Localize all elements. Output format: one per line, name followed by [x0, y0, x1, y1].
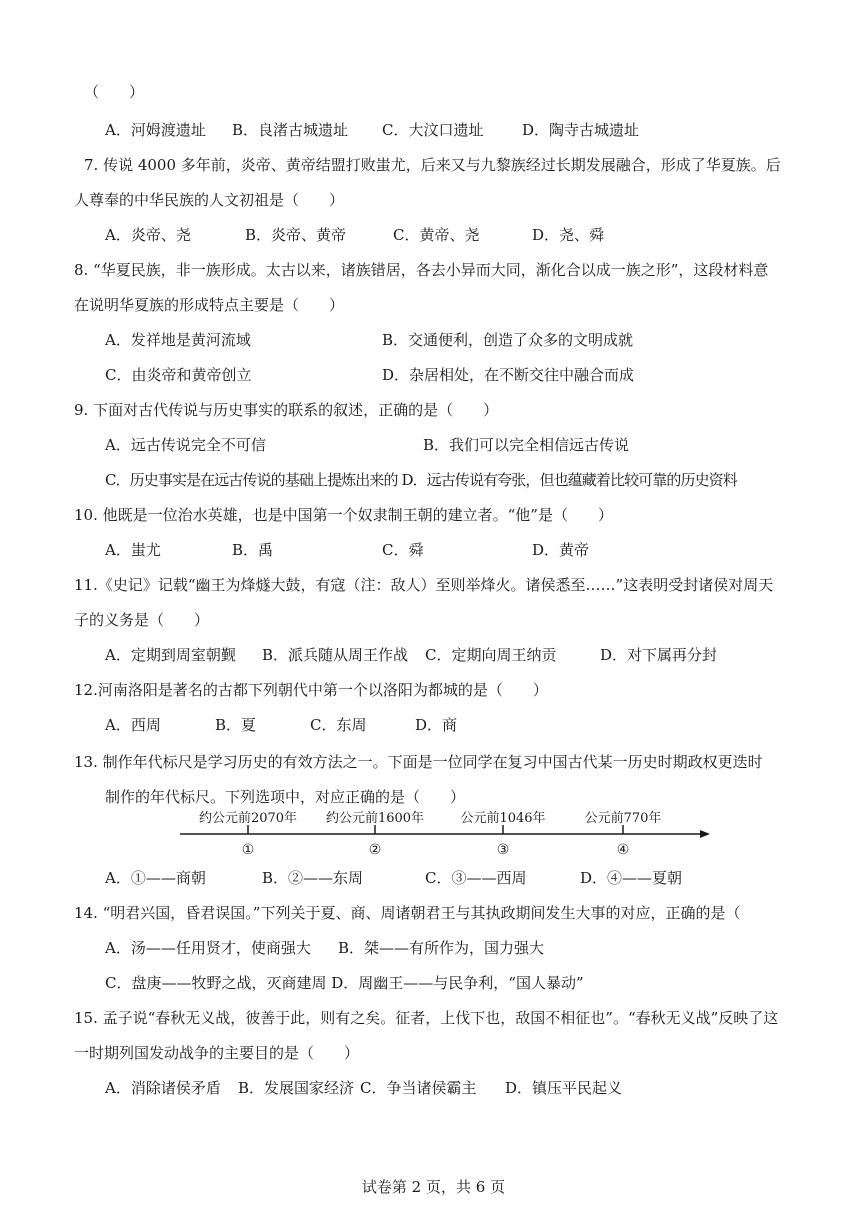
- q11-stem-line1: 11.《史记》记载“幽王为烽燧大鼓，有寇（注：敌人）至则举烽火。诸侯悉至……”这表明受封诸侯对周天: [74, 576, 774, 594]
- timeline-period-mark: ③: [496, 842, 510, 858]
- q8-stem-line1: 8. “华夏民族，非一族形成。太古以来，诸族错居，各去小异而大同，渐化合以成一族之形”，这段材料意: [74, 261, 769, 279]
- q13-option-d: D．④——夏朝: [580, 869, 683, 887]
- q15-stem-line2: 一时期列国发动战争的主要目的是（ ）: [74, 1044, 360, 1062]
- q15-stem-line1: 15. 孟子说“春秋无义战，彼善于此，则有之矣。征者，上伐下也，敌国不相征也”。“春秋无义战”反映了这: [74, 1009, 779, 1027]
- q12-option-c: C．东周: [310, 716, 367, 734]
- q7-option-b: B．炎帝、黄帝: [245, 226, 347, 244]
- q7-option-d: D．尧、舜: [532, 226, 605, 244]
- q12-stem: 12.河南洛阳是著名的古都下列朝代中第一个以洛阳为都城的是（ ）: [74, 681, 548, 699]
- q14-option-cd: C．盘庚——牧野之战，灭商建周 D．周幽王——与民争利，“国人暴动”: [105, 974, 584, 992]
- q10-option-b: B．禹: [232, 541, 274, 559]
- q13-option-b: B．②——东周: [262, 869, 364, 887]
- q9-stem: 9. 下面对古代传说与历史事实的联系的叙述，正确的是（ ）: [74, 401, 499, 419]
- q14-option-b: B．桀——有所作为，国力强大: [338, 939, 545, 957]
- q8-option-a: A．发祥地是黄河流域: [105, 331, 251, 349]
- q7-option-c: C．黄帝、尧: [393, 226, 480, 244]
- q11-option-a: A．定期到周室朝觐: [105, 646, 236, 664]
- q10-stem: 10. 他既是一位治水英雄，也是中国第一个奴隶制王朝的建立者。“他”是（ ）: [74, 506, 613, 524]
- q6-paren: （ ）: [84, 83, 145, 101]
- q12-option-d: D．商: [415, 716, 458, 734]
- q8-stem-line2: 在说明华夏族的形成特点主要是（ ）: [74, 296, 345, 314]
- timeline-date-label: 公元前770年: [584, 811, 662, 826]
- timeline-period-mark: ②: [368, 842, 382, 858]
- q13-stem-line1: 13. 制作年代标尺是学习历史的有效方法之一。下面是一位同学在复习中国古代某一历史时期政权更迭时: [74, 753, 763, 771]
- q11-option-c: C．定期向周王纳贡: [425, 646, 557, 664]
- q15-option-d: D．镇压平民起义: [505, 1079, 623, 1097]
- timeline-arrowhead: [700, 830, 710, 838]
- q12-option-a: A．西周: [105, 716, 161, 734]
- page-footer: 试卷第 2 页，共 6 页: [361, 1178, 506, 1196]
- q12-option-b: B．夏: [215, 716, 257, 734]
- q8-option-c: C．由炎帝和黄帝创立: [105, 366, 252, 384]
- q13-stem-line2: 制作的年代标尺。下列选项中，对应正确的是（ ）: [105, 788, 466, 806]
- q7-stem-line1: 7. 传说 4000 多年前，炎帝、黄帝结盟打败蚩尤，后来又与九黎族经过长期发展融合，形成了华夏族。后: [84, 156, 781, 174]
- q7-option-a: A．炎帝、尧: [105, 226, 191, 244]
- q9-option-cd: C．历史事实是在远古传说的基础上提炼出来的 D．远古传说有夸张，但也蕴藏着比较可靠的历史资料: [105, 471, 737, 489]
- timeline-period-mark: ①: [241, 842, 255, 858]
- q13-option-c: C．③——西周: [425, 869, 527, 887]
- q13-option-a: A．①——商朝: [105, 869, 206, 887]
- q8-option-b: B．交通便利，创造了众多的文明成就: [382, 331, 634, 349]
- q14-stem: 14. “明君兴国，昏君误国。”下列关于夏、商、周诸朝君王与其执政期间发生大事的对应，正确的是（: [74, 904, 741, 922]
- q15-option-b: B．发展国家经济: [238, 1079, 355, 1097]
- timeline-date-label: 约公元前1600年: [325, 811, 425, 826]
- q6-option-d: D．陶寺古城遗址: [522, 121, 640, 139]
- q10-option-c: C．舜: [382, 541, 424, 559]
- timeline-date-label: 公元前1046年: [460, 811, 546, 826]
- q6-option-a: A．河姆渡遗址: [105, 121, 206, 139]
- timeline-ruler: [170, 810, 710, 860]
- q9-option-a: A．远古传说完全不可信: [105, 436, 266, 454]
- q10-option-d: D．黄帝: [532, 541, 590, 559]
- q11-stem-line2: 子的义务是（ ）: [74, 611, 210, 629]
- q15-option-c: C．争当诸侯霸主: [360, 1079, 477, 1097]
- q6-option-b: B．良渚古城遗址: [232, 121, 349, 139]
- q6-option-c: C．大汶口遗址: [382, 121, 484, 139]
- q7-stem-line2: 人尊奉的中华民族的人文初祖是（ ）: [74, 191, 345, 209]
- q10-option-a: A．蚩尤: [105, 541, 161, 559]
- q11-option-b: B．派兵随从周王作战: [262, 646, 409, 664]
- q14-option-a: A．汤——任用贤才，使商强大: [105, 939, 311, 957]
- q15-option-a: A．消除诸侯矛盾: [105, 1079, 221, 1097]
- q9-option-b: B．我们可以完全相信远古传说: [423, 436, 630, 454]
- timeline-period-mark: ④: [616, 842, 630, 858]
- q11-option-d: D．对下属再分封: [600, 646, 718, 664]
- q8-option-d: D．杂居相处，在不断交往中融合而成: [382, 366, 635, 384]
- timeline-date-label: 约公元前2070年: [198, 811, 298, 826]
